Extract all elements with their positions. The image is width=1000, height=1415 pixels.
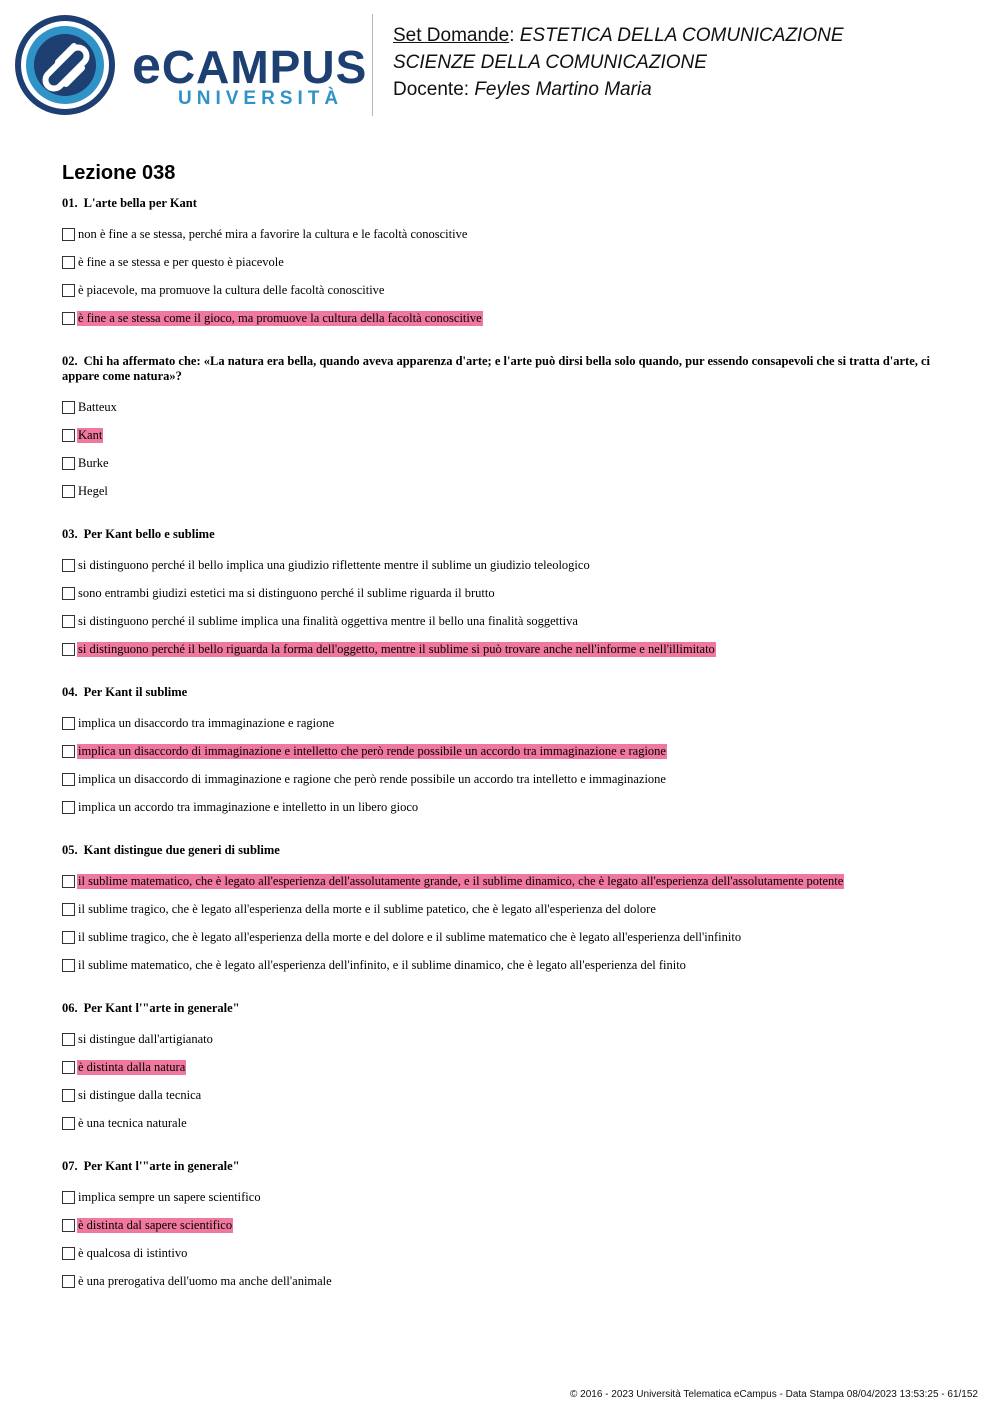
- answer-checkbox[interactable]: [62, 1033, 75, 1046]
- answer-checkbox[interactable]: [62, 1191, 75, 1204]
- question: [62, 1001, 942, 1137]
- answer-option[interactable]: [62, 709, 942, 737]
- answer-option[interactable]: [62, 248, 942, 276]
- answer-label: si distingue dall'artigianato: [78, 1031, 213, 1046]
- answer-option[interactable]: [62, 1053, 942, 1081]
- set-line: Set Domande: ESTETICA DELLA COMUNICAZIONE: [393, 25, 844, 46]
- answer-label: è piacevole, ma promuove la cultura delle facoltà conoscitive: [78, 282, 385, 297]
- question-number: 06.: [62, 1001, 78, 1015]
- question: [62, 685, 942, 821]
- correct-answer-label: è distinta dal sapere scientifico: [78, 1217, 233, 1232]
- answer-label: è una prerogativa dell'uomo ma anche dell'animale: [78, 1273, 332, 1288]
- question-text: [62, 1001, 942, 1016]
- correct-answer-label: implica un disaccordo di immaginazione e intelletto che però rende possibile un accordo tra immaginazione e ragione: [78, 743, 666, 758]
- question-list: [62, 196, 942, 1317]
- question-text: [62, 527, 942, 542]
- answer-option[interactable]: [62, 393, 942, 421]
- answer-option[interactable]: [62, 220, 942, 248]
- question-text: [62, 196, 942, 211]
- question: [62, 354, 942, 505]
- answer-option[interactable]: [62, 1239, 942, 1267]
- question-text: [62, 843, 942, 858]
- answer-label: Hegel: [78, 483, 108, 498]
- answer-checkbox[interactable]: [62, 401, 75, 414]
- question: [62, 1159, 942, 1295]
- answer-label: si distingue dalla tecnica: [78, 1087, 202, 1102]
- lesson-title: Lezione 038: [62, 162, 176, 184]
- answer-label: il sublime tragico, che è legato all'esperienza della morte e il sublime patetico, che è legato all'esperienza del dolore: [78, 901, 656, 916]
- answer-label: sono entrambi giudizi estetici ma si distinguono perché il sublime riguarda il brutto: [78, 585, 495, 600]
- answer-option[interactable]: [62, 607, 942, 635]
- answer-label: è una tecnica naturale: [78, 1115, 187, 1130]
- answer-checkbox[interactable]: [62, 429, 75, 442]
- header-divider: [372, 14, 373, 116]
- answer-option[interactable]: [62, 449, 942, 477]
- answer-checkbox[interactable]: [62, 959, 75, 972]
- logo-wordmark: eCAMPUS: [132, 37, 368, 95]
- answer-checkbox[interactable]: [62, 875, 75, 888]
- answer-checkbox[interactable]: [62, 615, 75, 628]
- answer-label: implica sempre un sapere scientifico: [78, 1189, 261, 1204]
- answer-option[interactable]: [62, 951, 942, 979]
- answer-checkbox[interactable]: [62, 312, 75, 325]
- course-name: ESTETICA DELLA COMUNICAZIONE: [519, 25, 844, 46]
- question-label: Kant distingue due generi di sublime: [83, 843, 280, 857]
- answer-checkbox[interactable]: [62, 1219, 75, 1232]
- question-number: 04.: [62, 685, 78, 699]
- answer-option[interactable]: [62, 304, 942, 332]
- question-label: Per Kant l'"arte in generale": [83, 1001, 240, 1015]
- answer-label: è qualcosa di istintivo: [78, 1245, 188, 1260]
- question: [62, 196, 942, 332]
- answer-checkbox[interactable]: [62, 1275, 75, 1288]
- correct-answer-label: Kant: [78, 427, 103, 442]
- ecampus-emblem-icon: [14, 14, 116, 116]
- answer-option[interactable]: [62, 1025, 942, 1053]
- correct-answer-label: il sublime matematico, che è legato all'esperienza dell'assolutamente grande, e il sublime dinamico, che è legato all'esperienza dell'assolutamente potente: [78, 873, 844, 888]
- answer-checkbox[interactable]: [62, 485, 75, 498]
- answer-label: il sublime matematico, che è legato all'esperienza dell'infinito, e il sublime dinamico, che è legato all'esperienza del finito: [78, 957, 686, 972]
- question-label: L'arte bella per Kant: [83, 196, 197, 210]
- question: [62, 527, 942, 663]
- answer-checkbox[interactable]: [62, 256, 75, 269]
- answer-label: il sublime tragico, che è legato all'esperienza della morte e del dolore e il sublime matematico che è legato all'esperienza dell'infinito: [78, 929, 742, 944]
- teacher-name: Feyles Martino Maria: [474, 79, 652, 100]
- answer-checkbox[interactable]: [62, 903, 75, 916]
- question-label: Per Kant bello e sublime: [83, 527, 215, 541]
- answer-label: è fine a se stessa e per questo è piacevole: [78, 254, 284, 269]
- answer-option[interactable]: [62, 793, 942, 821]
- answer-label: si distinguono perché il bello implica una giudizio riflettente mentre il sublime un giudizio teleologico: [78, 557, 590, 572]
- answer-option[interactable]: [62, 923, 942, 951]
- answer-option[interactable]: [62, 276, 942, 304]
- answer-label: si distinguono perché il sublime implica una finalità oggettiva mentre il bello una finalità soggettiva: [78, 613, 578, 628]
- answer-option[interactable]: [62, 477, 942, 505]
- question-label: Per Kant l'"arte in generale": [83, 1159, 240, 1173]
- answer-checkbox[interactable]: [62, 1061, 75, 1074]
- answer-option[interactable]: [62, 421, 942, 449]
- answer-option[interactable]: [62, 895, 942, 923]
- answer-option[interactable]: [62, 765, 942, 793]
- question-label: Per Kant il sublime: [83, 685, 188, 699]
- program-name: SCIENZE DELLA COMUNICAZIONE: [393, 52, 707, 73]
- answer-option[interactable]: [62, 1267, 942, 1295]
- question-text: [62, 354, 942, 384]
- question-text: [62, 1159, 942, 1174]
- question-label: Chi ha affermato che: «La natura era bella, quando aveva apparenza d'arte; e l'arte può dirsi bella solo quando, pur essendo consapevoli che si tratta d'arte, ci appare come natura»?: [62, 354, 931, 383]
- question-number: 03.: [62, 527, 78, 541]
- header-info: [393, 22, 844, 103]
- answer-checkbox[interactable]: [62, 931, 75, 944]
- correct-answer-label: è distinta dalla natura: [78, 1059, 186, 1074]
- answer-option[interactable]: [62, 1211, 942, 1239]
- answer-option[interactable]: [62, 737, 942, 765]
- answer-option[interactable]: [62, 635, 942, 663]
- question-number: 07.: [62, 1159, 78, 1173]
- answer-checkbox[interactable]: [62, 1117, 75, 1130]
- answer-label: Burke: [78, 455, 109, 470]
- answer-checkbox[interactable]: [62, 284, 75, 297]
- answer-checkbox[interactable]: [62, 773, 75, 786]
- answer-label: implica un disaccordo tra immaginazione e ragione: [78, 715, 335, 730]
- answer-option[interactable]: [62, 1109, 942, 1137]
- teacher-line: Docente: Feyles Martino Maria: [393, 79, 652, 100]
- correct-answer-label: si distinguono perché il bello riguarda la forma dell'oggetto, mentre il sublime si può trovare anche nell'informe e nell'illimitato: [78, 641, 715, 656]
- correct-answer-label: è fine a se stessa come il gioco, ma promuove la cultura della facoltà conoscitive: [78, 310, 482, 325]
- answer-label: implica un accordo tra immaginazione e intelletto in un libero gioco: [78, 799, 419, 814]
- question-text: [62, 685, 942, 700]
- answer-option[interactable]: [62, 1183, 942, 1211]
- question-number: 05.: [62, 843, 78, 857]
- answer-checkbox[interactable]: [62, 587, 75, 600]
- answer-checkbox[interactable]: [62, 559, 75, 572]
- answer-checkbox[interactable]: [62, 457, 75, 470]
- answer-checkbox[interactable]: [62, 643, 75, 656]
- answer-label: non è fine a se stessa, perché mira a favorire la cultura e le facoltà conoscitive: [78, 226, 468, 241]
- answer-option[interactable]: [62, 579, 942, 607]
- page-footer: © 2016 - 2023 Università Telematica eCampus - Data Stampa 08/04/2023 13:53:25 - 61/152: [570, 1389, 978, 1400]
- answer-label: implica un disaccordo di immaginazione e ragione che però rende possibile un accordo tra intelletto e immaginazione: [78, 771, 666, 786]
- answer-checkbox[interactable]: [62, 801, 75, 814]
- answer-checkbox[interactable]: [62, 717, 75, 730]
- question-number: 02.: [62, 354, 78, 368]
- answer-option[interactable]: [62, 867, 942, 895]
- answer-checkbox[interactable]: [62, 1089, 75, 1102]
- answer-option[interactable]: [62, 1081, 942, 1109]
- question: [62, 843, 942, 979]
- document-header: [0, 0, 1000, 130]
- question-number: 01.: [62, 196, 78, 210]
- answer-label: Batteux: [78, 399, 117, 414]
- answer-option[interactable]: [62, 551, 942, 579]
- answer-checkbox[interactable]: [62, 1247, 75, 1260]
- answer-checkbox[interactable]: [62, 228, 75, 241]
- logo-subtitle: UNIVERSITÀ: [178, 88, 344, 109]
- answer-checkbox[interactable]: [62, 745, 75, 758]
